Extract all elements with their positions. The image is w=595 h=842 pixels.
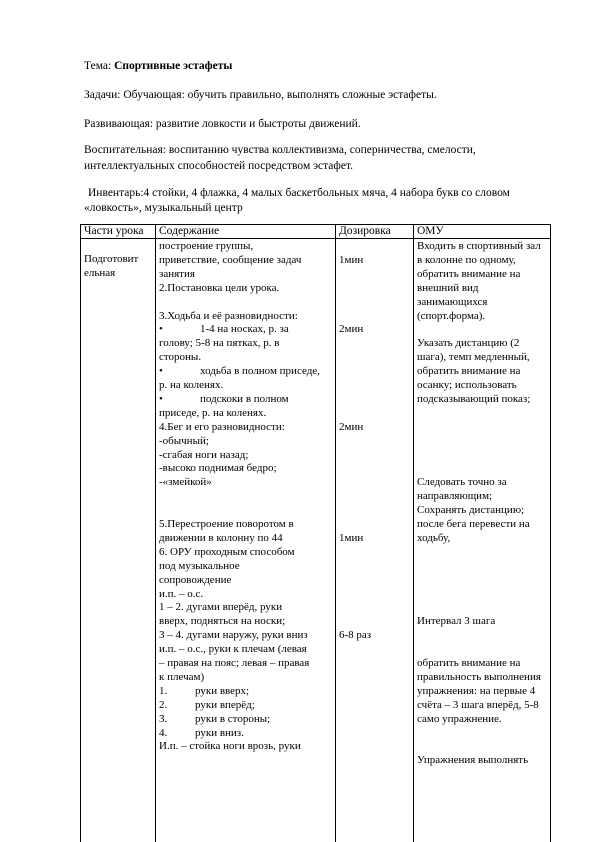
content-line: к плечам) bbox=[159, 670, 205, 683]
educational-task-line-2: интеллектуальных способностей посредством эстафет. bbox=[84, 160, 353, 172]
part-label-line-1: Подготовит bbox=[84, 253, 139, 265]
content-line: и.п. – о.с., руки к плечам (левая bbox=[159, 643, 307, 656]
content-line: 2.Постановка цели урока. bbox=[159, 281, 280, 294]
content-line: 3 – 4. дугами наружу, руки вниз bbox=[159, 629, 308, 642]
content-line bbox=[159, 365, 320, 379]
content-line: и.п. – о.с. bbox=[159, 587, 204, 600]
omu-line: обратить внимание на bbox=[417, 365, 521, 378]
content-line: 6. ОРУ проходным способом bbox=[159, 545, 295, 558]
omu-line: Упражнения выполнять bbox=[417, 754, 529, 767]
content-line: приседе, р. на коленях. bbox=[159, 406, 267, 419]
omu-line: Входить в спортивный зал bbox=[417, 240, 541, 252]
list-marker: 1. bbox=[159, 684, 168, 697]
omu-line: упражнения: на первые 4 bbox=[417, 684, 536, 697]
omu-line: после бега перевести на bbox=[417, 518, 530, 530]
omu-line: в колонне по одному, bbox=[417, 253, 516, 266]
lesson-theme bbox=[84, 58, 232, 74]
content-line: 5.Перестроение поворотом в bbox=[159, 518, 294, 530]
content-line: движении в колонну по 44 bbox=[159, 531, 283, 544]
omu-line: само упражнение. bbox=[417, 712, 502, 725]
dosage-value: 2мин bbox=[339, 323, 364, 336]
content-line bbox=[159, 685, 249, 699]
content-line: занятия bbox=[159, 267, 195, 280]
content-line: 4.Бег и его разновидности: bbox=[159, 420, 285, 433]
content-line bbox=[159, 323, 289, 337]
dosage-value: 6-8 раз bbox=[339, 629, 372, 642]
list-text: ходьба в полном приседе, bbox=[200, 365, 320, 378]
content-line: под музыкальное bbox=[159, 559, 240, 572]
content-line: – правая на пояс; левая – правая bbox=[159, 657, 310, 669]
omu-line: Следовать точно за bbox=[417, 476, 507, 489]
table-header-divider bbox=[80, 238, 551, 239]
content-line: -высоко поднимая бедро; bbox=[159, 462, 277, 475]
inventory-line-2: «ловкость», музыкальный центр bbox=[84, 202, 243, 214]
list-text: 1-4 на носках, р. за bbox=[200, 323, 289, 336]
content-line bbox=[159, 727, 244, 741]
omu-line: ходьбу, bbox=[417, 531, 451, 544]
content-line: голову; 5-8 на пятках, р. в bbox=[159, 337, 280, 350]
omu-line: Сохранять дистанцию; bbox=[417, 504, 525, 517]
omu-line: осанку; использовать bbox=[417, 379, 517, 391]
omu-line: счёта – 3 шага вперёд, 5-8 bbox=[417, 698, 539, 711]
table-divider bbox=[335, 224, 336, 842]
omu-line: Указать дистанцию (2 bbox=[417, 337, 520, 350]
content-line: -обычный; bbox=[159, 434, 209, 447]
list-text: руки в стороны; bbox=[195, 712, 271, 725]
theme-label: Тема: bbox=[84, 60, 115, 72]
content-line bbox=[159, 713, 270, 727]
list-text: подскоки в полном bbox=[200, 392, 289, 405]
list-marker: 4. bbox=[159, 726, 168, 739]
table-divider bbox=[413, 224, 414, 842]
list-text: руки вниз. bbox=[195, 726, 244, 739]
content-line: И.п. – стойка ноги врозь, руки bbox=[159, 740, 301, 753]
omu-line: правильность выполнения bbox=[417, 670, 541, 683]
omu-line: внешний вид bbox=[417, 281, 479, 294]
theme-value: Спортивные эстафеты bbox=[114, 60, 233, 72]
omu-line: шага), темп медленный, bbox=[417, 351, 530, 364]
lesson-tasks: Задачи: Обучающая: обучить правильно, выполнять сложные эстафеты. bbox=[84, 89, 437, 101]
list-text: руки вперёд; bbox=[195, 698, 255, 711]
omu-line: обратить внимание на bbox=[417, 657, 521, 669]
dosage-value: 2мин bbox=[339, 420, 364, 433]
omu-line: занимающихся bbox=[417, 295, 488, 308]
content-line: -сгабая ноги назад; bbox=[159, 448, 249, 461]
content-line: построение группы, bbox=[159, 240, 254, 252]
list-marker: 3. bbox=[159, 712, 168, 725]
inventory-line-1: Инвентарь:4 стойки, 4 флажка, 4 малых баскетбольных мяча, 4 набора букв со словом bbox=[88, 187, 510, 199]
dosage-value: 1мин bbox=[339, 531, 364, 544]
content-line: 3.Ходьба и её разновидности: bbox=[159, 309, 298, 322]
part-label-line-2: ельная bbox=[84, 267, 116, 279]
header-omu: ОМУ bbox=[417, 225, 444, 237]
content-line: вверх, подняться на носки; bbox=[159, 615, 286, 628]
content-line: -«змейкой» bbox=[159, 476, 212, 489]
list-marker: • bbox=[159, 323, 163, 336]
header-parts: Части урока bbox=[84, 225, 144, 237]
omu-line: подсказывающий показ; bbox=[417, 392, 531, 405]
header-content: Содержание bbox=[159, 225, 220, 237]
header-dosage: Дозировка bbox=[339, 225, 391, 237]
content-line: приветствие, сообщение задач bbox=[159, 253, 302, 266]
table-divider bbox=[155, 224, 156, 842]
developing-task: Развивающая: развитие ловкости и быстроты движений. bbox=[84, 118, 361, 130]
list-marker: • bbox=[159, 365, 163, 378]
content-line bbox=[159, 393, 289, 407]
list-marker: 2. bbox=[159, 698, 168, 711]
content-line: 1 – 2. дугами вперёд, руки bbox=[159, 601, 283, 614]
omu-line: (спорт.форма). bbox=[417, 309, 486, 322]
omu-line: Интервал 3 шага bbox=[417, 615, 496, 628]
list-marker: • bbox=[159, 392, 163, 405]
omu-line: обратить внимание на bbox=[417, 267, 521, 280]
content-line: р. на коленях. bbox=[159, 379, 224, 391]
content-line: стороны. bbox=[159, 351, 202, 364]
omu-line: направляющим; bbox=[417, 490, 493, 503]
content-line: сопровождение bbox=[159, 573, 232, 586]
dosage-value: 1мин bbox=[339, 253, 364, 266]
content-line bbox=[159, 699, 255, 713]
list-text: руки вверх; bbox=[195, 684, 250, 697]
educational-task-line-1: Воспитательная: воспитанию чувства коллективизма, соперничества, смелости, bbox=[84, 144, 476, 156]
